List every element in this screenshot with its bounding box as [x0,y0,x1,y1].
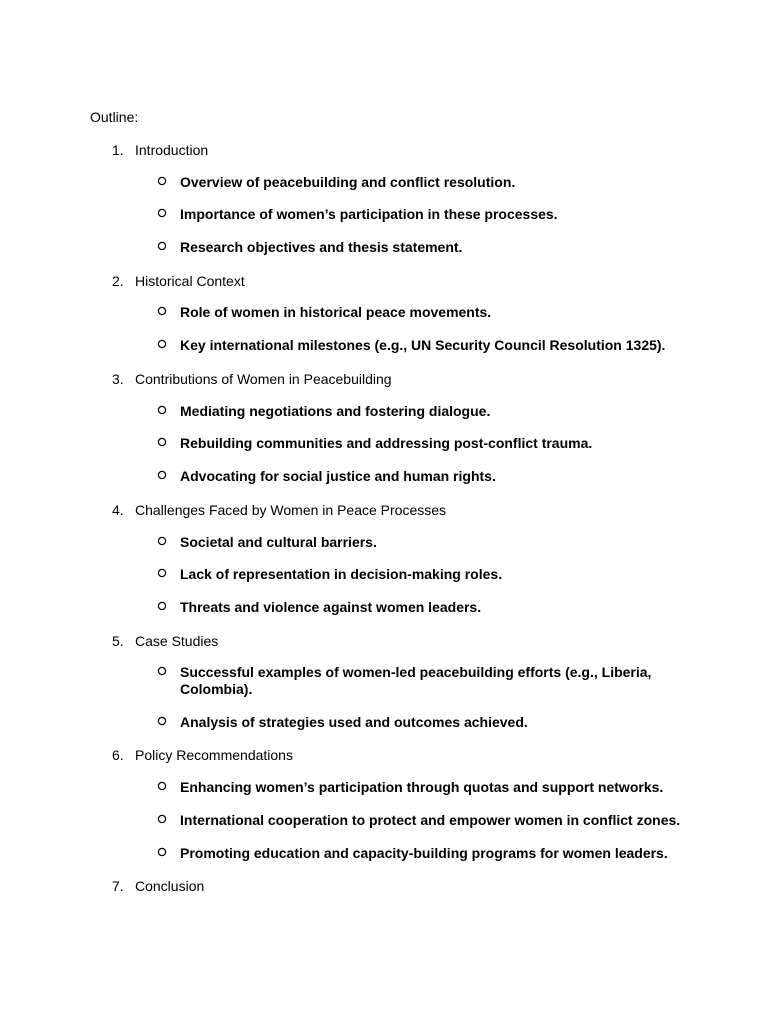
outline-item: Promoting education and capacity-building programs for women leaders. [180,845,668,861]
hollow-circle-bullet-icon [157,339,171,353]
hollow-circle-bullet-icon [157,437,171,451]
hollow-circle-bullet-icon [157,814,171,828]
hollow-circle-bullet-icon [157,666,171,680]
hollow-circle-bullet-icon [157,470,171,484]
outline-item: Role of women in historical peace movements. [180,304,492,320]
outline-item: Successful examples of women-led peacebuilding efforts (e.g., Liberia, Colombia). [180,664,652,697]
section-number: 4. [112,502,124,518]
section-number: 6. [112,747,124,763]
hollow-circle-bullet-icon [157,716,171,730]
outline-heading: Outline: [90,109,139,125]
section-title: Conclusion [135,878,205,894]
outline-item: Advocating for social justice and human rights. [180,468,496,484]
section-number: 3. [112,371,124,387]
hollow-circle-bullet-icon [157,847,171,861]
section-title: Challenges Faced by Women in Peace Processes [135,502,447,518]
hollow-circle-bullet-icon [157,306,171,320]
section-title: Policy Recommendations [135,747,293,763]
section-number: 1. [112,142,124,158]
section-title: Contributions of Women in Peacebuilding [135,371,392,387]
section-number: 5. [112,633,124,649]
outline-item: Overview of peacebuilding and conflict resolution. [180,174,516,190]
section-title: Introduction [135,142,209,158]
outline-item: Societal and cultural barriers. [180,534,377,550]
hollow-circle-bullet-icon [157,241,171,255]
hollow-circle-bullet-icon [157,601,171,615]
hollow-circle-bullet-icon [157,176,171,190]
hollow-circle-bullet-icon [157,208,171,222]
outline-item: Lack of representation in decision-making roles. [180,566,503,582]
outline-item: International cooperation to protect and empower women in conflict zones. [180,812,681,828]
outline-item: Analysis of strategies used and outcomes achieved. [180,714,528,730]
hollow-circle-bullet-icon [157,781,171,795]
outline-item: Threats and violence against women leaders. [180,599,482,615]
section-title: Historical Context [135,273,245,289]
outline-item: Mediating negotiations and fostering dialogue. [180,403,491,419]
outline-item: Rebuilding communities and addressing post-conflict trauma. [180,435,593,451]
section-title: Case Studies [135,633,219,649]
hollow-circle-bullet-icon [157,536,171,550]
hollow-circle-bullet-icon [157,405,171,419]
outline-item: Importance of women’s participation in these processes. [180,206,558,222]
hollow-circle-bullet-icon [157,568,171,582]
outline-item: Research objectives and thesis statement. [180,239,463,255]
outline-item: Key international milestones (e.g., UN Security Council Resolution 1325). [180,337,666,353]
outline-item: Enhancing women’s participation through quotas and support networks. [180,779,664,795]
section-number: 2. [112,273,124,289]
section-number: 7. [112,878,124,894]
